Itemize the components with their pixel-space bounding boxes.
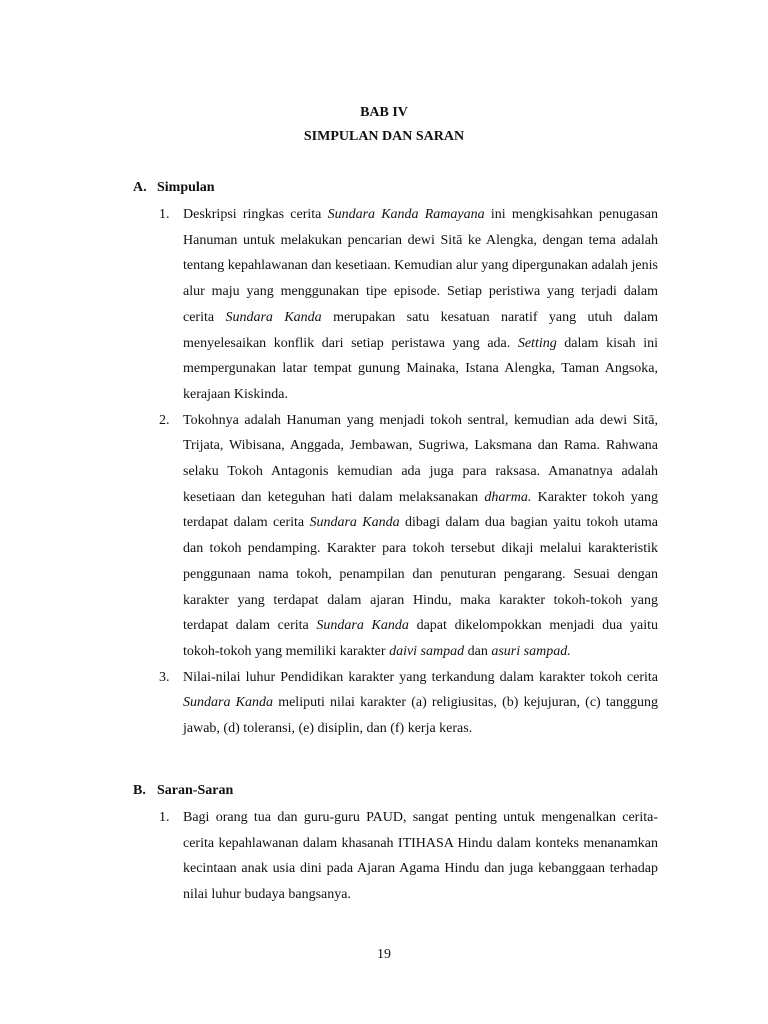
chapter-title: SIMPULAN DAN SARAN bbox=[303, 129, 465, 144]
list-item-number: 1. bbox=[159, 810, 170, 825]
text-run: dalam kisah ini mempergunakan latar tempat gunung Mainaka, Istana Alengka, Taman Angsoka, kerajaan Kiskinda. bbox=[183, 335, 658, 402]
chapter-number: BAB IV bbox=[360, 105, 408, 120]
list-item-text bbox=[183, 413, 658, 659]
text-run: merupakan satu kesatuan naratif yang utuh dalam menyelesaikan konflik dari setiap peristawa yang ada. bbox=[183, 309, 658, 351]
list-item bbox=[159, 665, 658, 742]
italic-term: dharma. bbox=[484, 489, 532, 505]
text-run: Deskripsi ringkas cerita bbox=[183, 207, 328, 222]
text-run: meliputi nilai karakter (a) religiusitas, (b) kejujuran, (c) tanggung jawab, (d) toleransi, (e) disiplin, dan (f) kerja keras. bbox=[183, 695, 658, 737]
italic-term: asuri sampad. bbox=[491, 643, 571, 659]
italic-term: Sundara Kanda bbox=[183, 695, 273, 711]
list-item-text bbox=[183, 810, 658, 902]
list-item bbox=[159, 805, 658, 908]
section-b-title: Saran-Saran bbox=[157, 783, 234, 798]
italic-term: Setting bbox=[517, 335, 557, 351]
list-item-number: 3. bbox=[159, 669, 170, 685]
text-run: Karakter tokoh yang terdapat dalam cerita bbox=[183, 489, 659, 531]
section-b-letter: B. bbox=[133, 783, 146, 798]
list-item-text bbox=[183, 670, 658, 736]
italic-term: Sundara Kanda Ramayana bbox=[327, 207, 485, 222]
section-a-letter: A. bbox=[133, 180, 147, 195]
italic-term: daivi sampad bbox=[389, 643, 465, 659]
list-item-number: 1. bbox=[159, 207, 170, 222]
text-run: dapat dikelompokkan menjadi dua yaitu tokoh-tokoh yang memiliki karakter bbox=[183, 618, 659, 659]
list-item bbox=[159, 202, 658, 408]
list-item-text bbox=[183, 207, 658, 402]
text-run: Bagi orang tua dan guru-guru PAUD, sangat penting untuk mengenalkan cerita-cerita kepahlawanan dalam khasanah ITIHASA Hindu dalam konteks menanamkan kecintaan anak usia dini pada Ajaran Agama Hindu dan juga kebanggaan terhadap nilai luhur budaya bangsanya. bbox=[183, 810, 658, 903]
simpulan-list bbox=[159, 202, 659, 742]
section-a-title: Simpulan bbox=[157, 180, 215, 195]
saran-list bbox=[159, 805, 658, 908]
page-number: 19 bbox=[377, 947, 391, 962]
italic-term: Sundara Kanda bbox=[225, 309, 322, 325]
italic-term: Sundara Kanda bbox=[316, 618, 409, 634]
list-item-number: 2. bbox=[159, 412, 170, 428]
text-run: dibagi dalam dua bagian yaitu tokoh utama dan tokoh pendamping. Karakter para tokoh tersebut dikaji melalui karakteristik penggunaan nama tokoh, penampilan dan penuturan pengarang. Sesuai dengan karakter yang terdapat dalam ajaran Hindu, maka karakter tokoh-tokoh yang terdapat dalam cerita bbox=[183, 515, 658, 634]
section-b-heading bbox=[133, 783, 233, 799]
italic-term: Sundara Kanda bbox=[309, 515, 400, 531]
text-run: Nilai-nilai luhur Pendidikan karakter yang terkandung dalam karakter tokoh cerita bbox=[183, 669, 658, 685]
text-run: dan bbox=[464, 643, 492, 659]
section-a-heading bbox=[133, 180, 215, 196]
text-run: Tokohnya adalah Hanuman yang menjadi tokoh sentral, kemudian ada dewi Sitā, Trijata, Wibisana, Anggada, Jembawan, Sugriwa, Laksmana dan Rama. Rahwana selaku Tokoh Antagonis kemudian ada juga para raksasa. Amanatnya adalah kesetiaan dan keteguhan hati dalam melaksanakan bbox=[183, 412, 658, 505]
list-item bbox=[159, 408, 659, 665]
text-run: ini mengkisahkan penugasan Hanuman untuk melakukan pencarian dewi Sitā ke Alengka, dengan tema adalah tentang kepahlawanan dan kesetiaan. Kemudian alur yang dipergunakan adalah jenis alur maju yang menggunakan tipe episode. Setiap peristiwa yang terjadi dalam cerita bbox=[183, 207, 658, 325]
